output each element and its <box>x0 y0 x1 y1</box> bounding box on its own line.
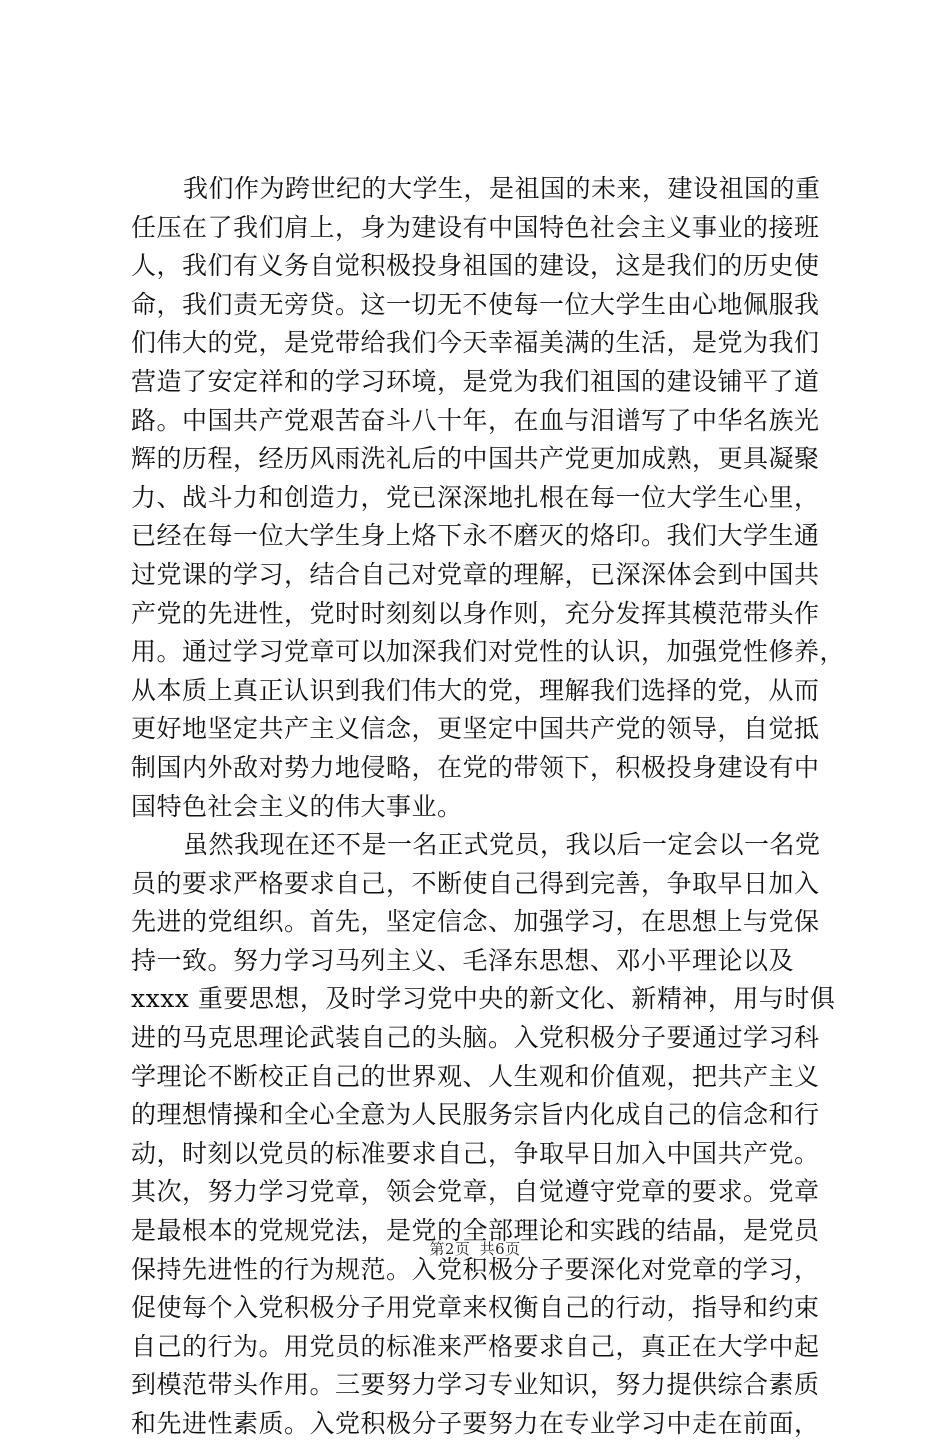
text-line: 虽然我现在还不是一名正式党员，我以后一定会以一名党 <box>183 830 821 860</box>
text-line: 任压在了我们肩上，身为建设有中国特色社会主义事业的接班 <box>131 212 820 242</box>
text-line: 们伟大的党，是党带给我们今天幸福美满的生活，是党为我们 <box>131 328 820 358</box>
text-line: 辉的历程，经历风雨洗礼后的中国共产党更加成熟，更具凝聚 <box>131 444 820 474</box>
text-line: 过党课的学习，结合自己对党章的理解，已深深体会到中国共 <box>131 559 820 589</box>
text-line: 到模范带头作用。三要努力学习专业知识，努力提供综合素质 <box>131 1370 820 1400</box>
text-line: 的理想情操和全心全意为人民服务宗旨内化成自己的信念和行 <box>131 1100 820 1130</box>
text-line: 自己的行为。用党员的标准来严格要求自己，真正在大学中起 <box>131 1331 820 1361</box>
text-line: 制国内外敌对势力地侵略，在党的带领下，积极投身建设有中 <box>131 752 820 782</box>
text-line: 保持先进性的行为规范。入党积极分子要深化对党章的学习， <box>131 1254 820 1284</box>
page-total: 共6页 <box>479 1240 521 1258</box>
text-line: 持一致。努力学习马列主义、毛泽东思想、邓小平理论以及 <box>131 945 795 975</box>
text-line: 是最根本的党规党法，是党的全部理论和实践的结晶，是党员 <box>131 1216 820 1246</box>
text-line: 命，我们责无旁贷。这一切无不使每一位大学生由心地佩服我 <box>131 289 820 319</box>
text-line: 更好地坚定共产主义信念，更坚定中国共产党的领导，自觉抵 <box>131 714 820 744</box>
text-line: 和先进性素质。入党积极分子要努力在专业学习中走在前面， <box>131 1409 820 1438</box>
text-line: xxxx 重要思想，及时学习党中央的新文化、新精神，用与时俱 <box>131 984 836 1014</box>
text-line: 已经在每一位大学生身上烙下永不磨灭的烙印。我们大学生通 <box>131 521 820 551</box>
text-line: 学理论不断校正自己的世界观、人生观和价值观，把共产主义 <box>131 1061 820 1091</box>
text-line: 动，时刻以党员的标准要求自己，争取早日加入中国共产党。 <box>131 1138 820 1168</box>
text-line: 力、战斗力和创造力，党已深深地扎根在每一位大学生心里， <box>131 482 820 512</box>
text-line: 国特色社会主义的伟大事业。 <box>131 791 463 821</box>
page-footer <box>0 1238 950 1259</box>
text-line: 从本质上真正认识到我们伟大的党，理解我们选择的党，从而 <box>131 675 820 705</box>
text-line: 用。通过学习党章可以加深我们对党性的认识，加强党性修养， <box>131 637 846 667</box>
text-line: 先进的党组织。首先，坚定信念、加强学习，在思想上与党保 <box>131 907 820 937</box>
page-number: 第2页 <box>429 1240 471 1258</box>
text-line: 进的马克思理论武装自己的头脑。入党积极分子要通过学习科 <box>131 1023 820 1053</box>
text-line: 路。中国共产党艰苦奋斗八十年，在血与泪谱写了中华名族光 <box>131 405 820 435</box>
text-line: 其次，努力学习党章，领会党章，自觉遵守党章的要求。党章 <box>131 1177 820 1207</box>
text-line: 人，我们有义务自觉积极投身祖国的建设，这是我们的历史使 <box>131 251 820 281</box>
text-line: 促使每个入党积极分子用党章来权衡自己的行动，指导和约束 <box>131 1293 820 1323</box>
text-line: 产党的先进性，党时时刻刻以身作则，充分发挥其模范带头作 <box>131 598 820 628</box>
text-line: 营造了安定祥和的学习环境，是党为我们祖国的建设铺平了道 <box>131 366 820 396</box>
text-line: 员的要求严格要求自己，不断使自己得到完善，争取早日加入 <box>131 868 820 898</box>
text-line: 我们作为跨世纪的大学生，是祖国的未来，建设祖国的重 <box>183 174 821 203</box>
